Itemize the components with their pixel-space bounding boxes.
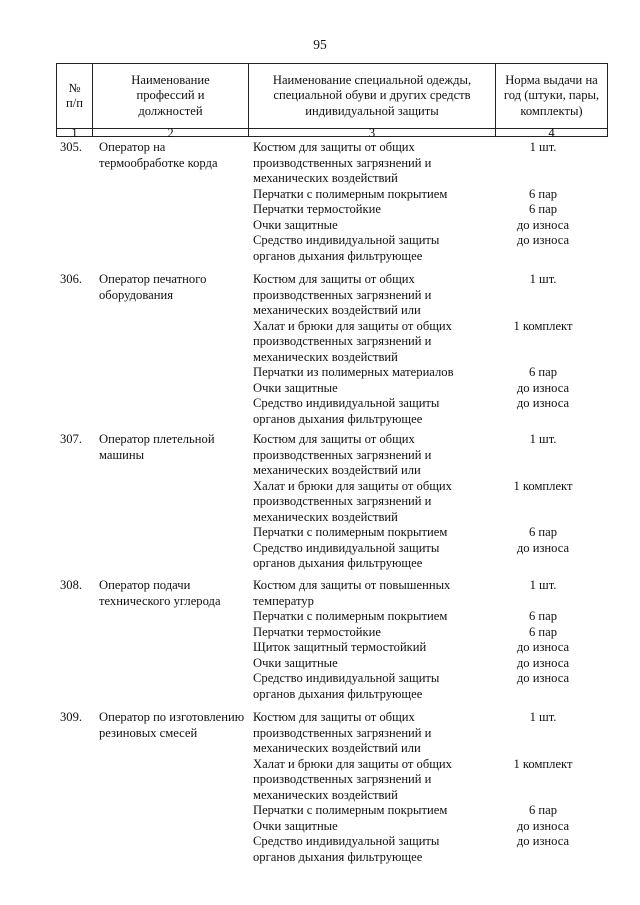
profession-name: Оператор на термообработке корда bbox=[99, 140, 218, 170]
ppe-item-norm: 1 комплект bbox=[513, 478, 573, 493]
ppe-item-norm: 1 комплект bbox=[513, 318, 573, 333]
ppe-item bbox=[253, 640, 613, 656]
row-number: 308. bbox=[60, 578, 83, 592]
ppe-item-name: Перчатки с полимерным покрытием bbox=[253, 525, 448, 539]
ppe-item-norm: 1 шт. bbox=[529, 140, 557, 154]
table-header bbox=[56, 63, 608, 140]
ppe-item-name: Перчатки термостойкие bbox=[253, 202, 381, 216]
ppe-item bbox=[253, 609, 613, 625]
ppe-item-name: Халат и брюки для защиты от общих производственных загрязнений и механических воздействий bbox=[253, 318, 452, 364]
column-number-4: 4 bbox=[496, 128, 607, 137]
ppe-item-norm: 6 пар bbox=[528, 609, 558, 623]
ppe-item-name: Перчатки с полимерным покрытием bbox=[253, 609, 448, 623]
ppe-item bbox=[253, 541, 613, 572]
header-col-norm: Норма выдачи на год (штуки, пары, комплекты) bbox=[503, 72, 600, 118]
ppe-item-name: Очки защитные bbox=[253, 818, 338, 833]
row-number: 309. bbox=[60, 710, 83, 724]
profession-name: Оператор по изготовлению резиновых смесей bbox=[99, 710, 245, 740]
ppe-item bbox=[253, 757, 613, 804]
ppe-item-norm: до износа bbox=[516, 396, 570, 410]
row-number: 305. bbox=[60, 140, 83, 154]
ppe-item-name: Костюм для защиты от общих производственных загрязнений и механических воздействий или bbox=[253, 432, 432, 477]
ppe-item-name: Щиток защитный термостойкий bbox=[253, 640, 427, 654]
ppe-item-name: Очки защитные bbox=[253, 380, 338, 395]
ppe-item-norm: 6 пар bbox=[528, 624, 558, 639]
ppe-item-name: Костюм для защиты от повышенных температур bbox=[253, 578, 451, 608]
ppe-item-name: Халат и брюки для защиты от общих производственных загрязнений и механических воздействий bbox=[253, 756, 452, 802]
ppe-item-name: Очки защитные bbox=[253, 655, 338, 670]
ppe-item bbox=[253, 656, 613, 672]
ppe-item-name: Перчатки из полимерных материалов bbox=[253, 365, 454, 379]
ppe-item-name: Халат и брюки для защиты от общих производственных загрязнений и механических воздействий bbox=[253, 478, 452, 524]
ppe-list bbox=[253, 140, 613, 264]
row-number: 306. bbox=[60, 272, 83, 286]
ppe-item bbox=[253, 710, 613, 757]
ppe-list bbox=[253, 432, 613, 572]
ppe-item-norm: до износа bbox=[516, 233, 570, 247]
ppe-list bbox=[253, 272, 613, 427]
ppe-item-norm: до износа bbox=[516, 540, 570, 555]
column-number-2: 2 bbox=[93, 128, 249, 137]
ppe-item-name: Костюм для защиты от общих производственных загрязнений и механических воздействий или bbox=[253, 710, 432, 755]
ppe-item bbox=[253, 834, 613, 865]
ppe-item bbox=[253, 140, 613, 187]
ppe-item bbox=[253, 218, 613, 234]
ppe-item-name: Средство индивидуальной защиты органов дыхания фильтрующее bbox=[253, 233, 440, 263]
ppe-item-norm: 1 шт. bbox=[529, 432, 557, 446]
ppe-list bbox=[253, 710, 613, 865]
column-number-3: 3 bbox=[249, 128, 496, 137]
page-number: 95 bbox=[313, 37, 327, 52]
ppe-item-name: Костюм для защиты от общих производственных загрязнений и механических воздействий или bbox=[253, 272, 432, 317]
ppe-item-norm: до износа bbox=[516, 640, 570, 654]
ppe-item-norm: 6 пар bbox=[528, 803, 558, 817]
ppe-item-norm: 1 шт. bbox=[529, 272, 557, 286]
ppe-item-norm: до износа bbox=[516, 380, 570, 395]
header-col-number: № п/п bbox=[57, 64, 93, 128]
ppe-item-norm: 6 пар bbox=[528, 202, 558, 216]
ppe-item-norm: 1 шт. bbox=[529, 578, 557, 592]
header-col-ppe-name: Наименование специальной одежды, специальной обуви и других средств индивидуальной защиты bbox=[249, 64, 496, 128]
ppe-item-norm: 6 пар bbox=[528, 525, 558, 539]
ppe-item bbox=[253, 233, 613, 264]
ppe-item-name: Очки защитные bbox=[253, 217, 338, 232]
ppe-item bbox=[253, 187, 613, 203]
ppe-item bbox=[253, 202, 613, 218]
column-number-1: 1 bbox=[57, 128, 93, 137]
ppe-item-name: Средство индивидуальной защиты органов дыхания фильтрующее bbox=[253, 540, 440, 570]
ppe-item-name: Средство индивидуальной защиты органов дыхания фильтрующее bbox=[253, 396, 440, 426]
ppe-item-name: Перчатки с полимерным покрытием bbox=[253, 186, 448, 201]
profession-name: Оператор плетельной машины bbox=[99, 432, 215, 462]
ppe-item bbox=[253, 479, 613, 526]
ppe-item bbox=[253, 819, 613, 835]
ppe-item-norm: до износа bbox=[516, 834, 570, 848]
ppe-item-norm: до износа bbox=[516, 818, 570, 833]
ppe-item-norm: 6 пар bbox=[528, 365, 558, 379]
ppe-item bbox=[253, 803, 613, 819]
ppe-item bbox=[253, 671, 613, 702]
row-number: 307. bbox=[60, 432, 83, 446]
profession-name: Оператор подачи технического углерода bbox=[99, 578, 221, 608]
ppe-item-name: Перчатки термостойкие bbox=[253, 624, 381, 639]
ppe-item-name: Костюм для защиты от общих производственных загрязнений и механических воздействий bbox=[253, 140, 432, 185]
header-col-profession: Наименование профессий и должностей bbox=[93, 64, 249, 128]
ppe-item-name: Средство индивидуальной защиты органов дыхания фильтрующее bbox=[253, 671, 440, 701]
ppe-item bbox=[253, 625, 613, 641]
ppe-item bbox=[253, 272, 613, 319]
ppe-item-norm: 1 шт. bbox=[529, 710, 557, 724]
ppe-item bbox=[253, 381, 613, 397]
ppe-item bbox=[253, 525, 613, 541]
ppe-item bbox=[253, 396, 613, 427]
ppe-item-norm: 6 пар bbox=[528, 186, 558, 201]
ppe-item-norm: 1 комплект bbox=[513, 756, 573, 771]
ppe-item bbox=[253, 319, 613, 366]
ppe-item bbox=[253, 432, 613, 479]
ppe-item bbox=[253, 578, 613, 609]
ppe-item-name: Средство индивидуальной защиты органов дыхания фильтрующее bbox=[253, 834, 440, 864]
ppe-item-norm: до износа bbox=[516, 655, 570, 670]
profession-name: Оператор печатного оборудования bbox=[99, 272, 207, 302]
ppe-item bbox=[253, 365, 613, 381]
ppe-item-name: Перчатки с полимерным покрытием bbox=[253, 803, 448, 817]
ppe-item-norm: до износа bbox=[516, 671, 570, 685]
ppe-item-norm: до износа bbox=[516, 217, 570, 232]
ppe-list bbox=[253, 578, 613, 702]
